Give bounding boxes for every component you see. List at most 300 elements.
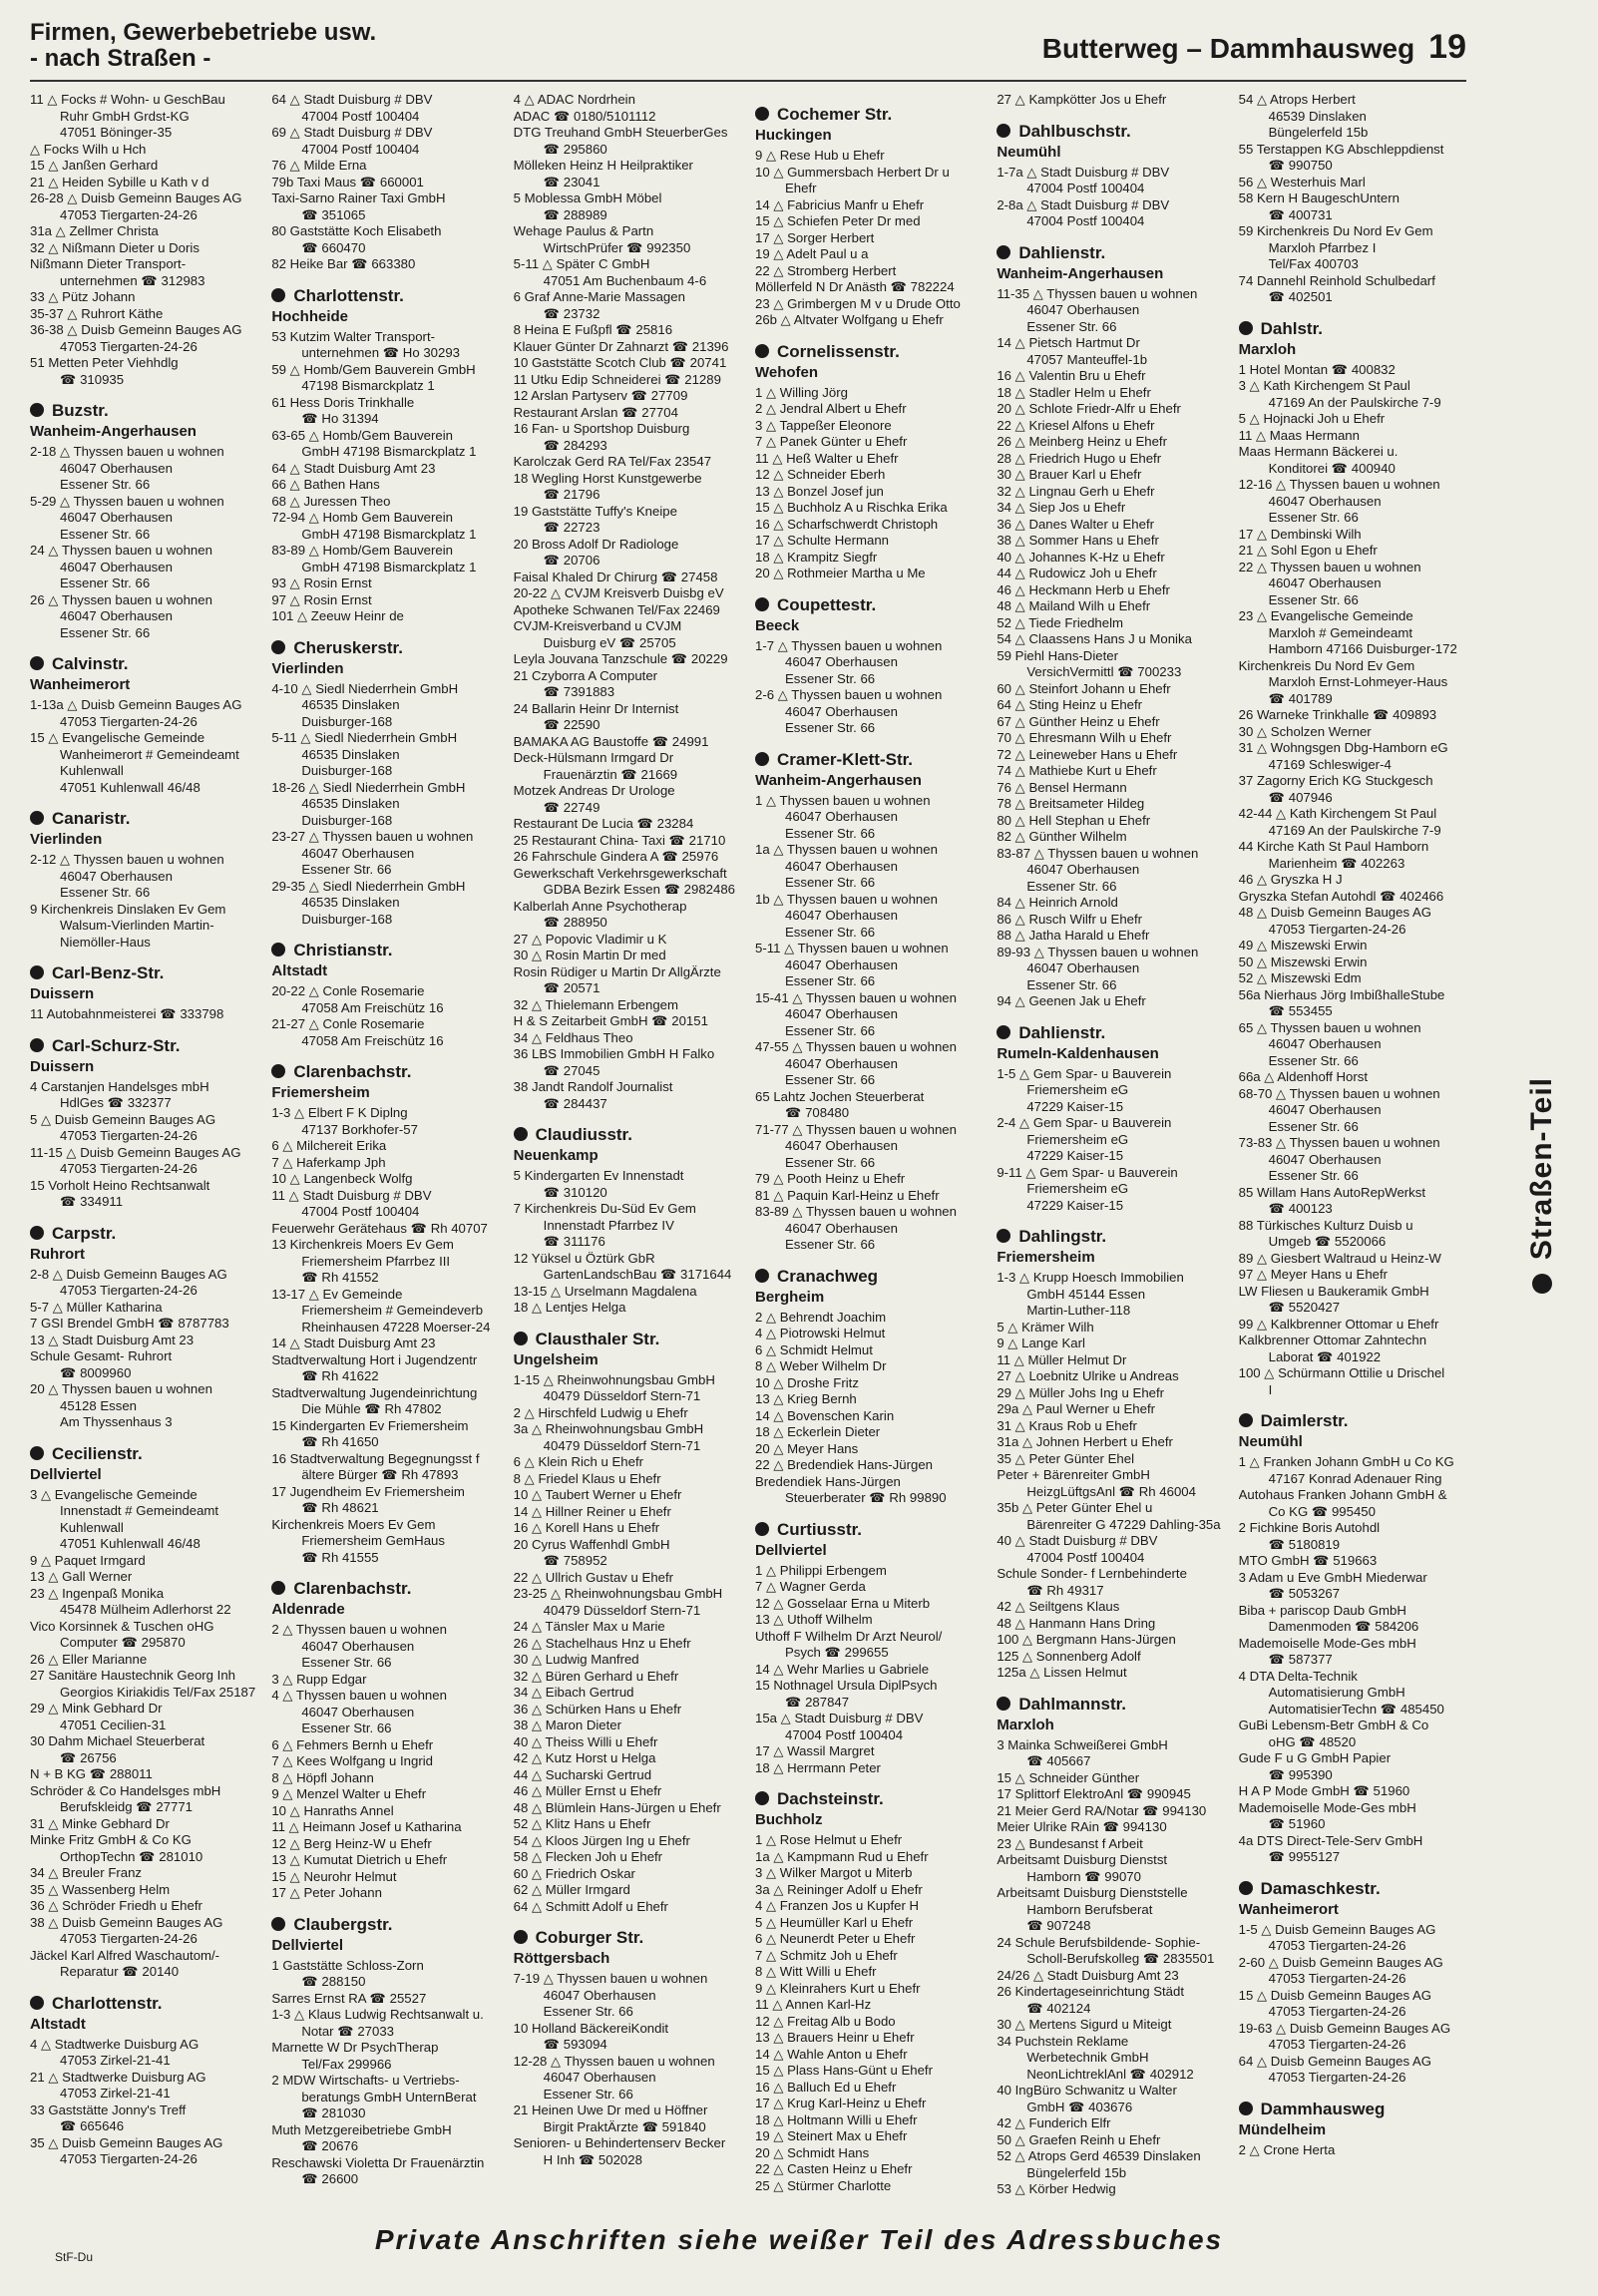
entry-continuation: Friemersheim eG [1026, 1181, 1129, 1196]
entry-continuation: Duisburger-168 [301, 911, 393, 927]
directory-entry: 48 △ Duisb Gemeinn Bauges AG [1238, 905, 1432, 920]
entry-continuation: 47053 Tiergarten-24-26 [60, 1931, 198, 1946]
entry-continuation: Konditorei ☎ 400940 [1268, 460, 1396, 476]
directory-entry: 14 △ Fabricius Manfr u Ehefr [754, 196, 925, 212]
directory-entry: 30 △ Brauer Karl u Ehefr [997, 467, 1142, 482]
entry-continuation: Steuerberater ☎ Rh 99890 [784, 1490, 947, 1505]
entry-continuation: 47053 Zirkel-21-41 [60, 2053, 171, 2068]
directory-entry: 60 △ Friedrich Oskar [513, 1865, 635, 1881]
directory-entry: 2 △ Thyssen bauen u wohnen [271, 1622, 447, 1637]
street-name: Dahlbuschstr. [1018, 121, 1131, 141]
directory-entry: 11 △ Stadt Duisburg # DBV [271, 1187, 432, 1203]
directory-entry: 12 △ Gosselaar Erna u Miterb [754, 1595, 931, 1611]
directory-columns [30, 92, 1466, 2216]
entry-continuation: ☎ 5520427 [1268, 1300, 1341, 1315]
bullet-icon [755, 752, 769, 766]
directory-entry: 17 △ Wassil Margret [754, 1743, 875, 1758]
directory-entry: 9 Kirchenkreis Dinslaken Ev Gem [30, 901, 226, 917]
entry-continuation: Die Mühle ☎ Rh 47802 [301, 1401, 442, 1416]
directory-entry: 97 △ Rosin Ernst [271, 591, 372, 607]
directory-column [271, 92, 499, 2216]
directory-entry: 19 Gaststätte Tuffy's Kneipe [513, 503, 677, 519]
directory-entry: 15 Nothnagel Ursula DiplPsych [754, 1678, 938, 1693]
directory-entry: 46 △ Gryszka H J [1238, 872, 1343, 887]
bullet-icon [755, 344, 769, 358]
directory-entry: 29 △ Müller Johs Ing u Ehefr [997, 1384, 1165, 1400]
street-name: Dahlingstr. [1018, 1227, 1107, 1246]
directory-entry: 28 △ Friedrich Hugo u Ehefr [997, 450, 1162, 466]
directory-entry: 15 △ Duisb Gemeinn Bauges AG [1238, 1987, 1432, 2003]
entry-continuation: 47137 Borkhofer-57 [301, 1121, 418, 1137]
directory-entry: 15 △ Plass Hans-Günt u Ehefr [754, 2063, 933, 2078]
directory-entry: 27 △ Loebnitz Ulrike u Andreas [997, 1368, 1179, 1383]
entry-continuation: ☎ 22590 [543, 717, 600, 732]
directory-entry: Maas Hermann Bäckerei u. [1238, 444, 1398, 459]
directory-entry: 64 △ Schmitt Adolf u Ehefr [513, 1898, 668, 1914]
entry-continuation: ☎ 593094 [543, 2037, 607, 2052]
directory-entry: 1a △ Thyssen bauen u wohnen [754, 842, 938, 857]
directory-entry: 29-35 △ Siedl Niederrhein GmbH [271, 878, 466, 894]
street-name: Buzstr. [52, 401, 109, 420]
directory-entry: 36-38 △ Duisb Gemeinn Bauges AG [30, 322, 242, 337]
street-heading [271, 285, 499, 307]
directory-entry: 7 △ Kees Wolfgang u Ingrid [271, 1753, 433, 1768]
directory-entry: 20 △ Thyssen bauen u wohnen [30, 1381, 212, 1396]
entry-continuation: Co KG ☎ 995450 [1268, 1503, 1376, 1519]
directory-entry: 101 △ Zeeuw Heinr de [271, 608, 404, 623]
street-name: Claubergstr. [293, 1914, 393, 1934]
directory-entry: 8 △ Weber Wilhelm Dr [754, 1358, 887, 1373]
street-heading [30, 653, 257, 675]
entry-continuation: 46047 Oberhausen [60, 559, 173, 574]
entry-continuation: OrthopTechn ☎ 281010 [60, 1848, 203, 1864]
entry-continuation: GartenLandschBau ☎ 3171644 [543, 1267, 732, 1282]
directory-entry: H A P Mode GmbH ☎ 51960 [1238, 1783, 1410, 1798]
directory-entry: 30 △ Mertens Sigurd u Miteigt [997, 2017, 1172, 2032]
directory-entry: 10 △ Droshe Fritz [754, 1374, 859, 1390]
directory-entry: Uthoff F Wilhelm Dr Arzt Neurol/ [754, 1628, 943, 1644]
street-name: Cranachweg [776, 1266, 879, 1286]
directory-entry: BAMAKA AG Baustoffe ☎ 24991 [513, 733, 709, 749]
district-name: Dellviertel [30, 1465, 102, 1483]
directory-entry: 19-63 △ Duisb Gemeinn Bauges AG [1238, 2020, 1451, 2036]
entry-continuation: Innenstadt Pfarrbez IV [543, 1217, 674, 1233]
directory-entry: 66a △ Aldenhoff Horst [1238, 1069, 1369, 1084]
entry-continuation: Marxloh Pfarrbez I [1268, 239, 1377, 255]
entry-continuation: 46047 Oberhausen [784, 654, 898, 669]
bullet-icon [271, 640, 285, 654]
street-heading [514, 1124, 741, 1146]
directory-entry: 35 △ Duisb Gemeinn Bauges AG [30, 2134, 223, 2150]
entry-continuation: Essener Str. 66 [784, 1072, 876, 1087]
directory-entry: 14 △ Stadt Duisburg Amt 23 [271, 1336, 436, 1350]
directory-entry: 3 △ Tappeßer Eleonore [754, 417, 892, 433]
entry-continuation: 47053 Tiergarten-24-26 [1268, 2070, 1406, 2085]
entry-continuation: 47229 Kaiser-15 [1026, 1148, 1124, 1163]
district-name: Duissern [30, 985, 95, 1002]
directory-entry: 27 △ Popovic Vladimir u K [513, 931, 667, 947]
entry-continuation: 46535 Dinslaken [301, 895, 400, 910]
directory-entry: 42 △ Kutz Horst u Helga [513, 1750, 656, 1765]
street-heading [30, 400, 257, 422]
directory-entry: 3 Mainka Schweißerei GmbH [997, 1736, 1168, 1752]
entry-continuation: 47053 Tiergarten-24-26 [1268, 2037, 1406, 2052]
footer-code: StF-Du [55, 2250, 94, 2264]
entry-continuation: Essener Str. 66 [301, 1655, 392, 1670]
directory-entry: 40 △ Stadt Duisburg # DBV [997, 1533, 1158, 1548]
street-heading [514, 1927, 741, 1949]
directory-entry: Senioren- u Behindertenserv Becker [513, 2135, 726, 2150]
directory-entry: 62 △ Müller Irmgard [513, 1882, 630, 1897]
directory-entry: 33 Gaststätte Jonny's Treff [30, 2102, 187, 2117]
directory-entry: 1b △ Thyssen bauen u wohnen [754, 891, 938, 907]
directory-entry: Marnette W Dr PsychTherap [271, 2040, 439, 2055]
entry-continuation: Martin-Luther-118 [1026, 1303, 1131, 1318]
directory-entry: 7-19 △ Thyssen bauen u wohnen [513, 1971, 708, 1986]
directory-entry: 50 △ Miszewski Erwin [1238, 954, 1368, 969]
entry-continuation: ☎ 288150 [301, 1974, 366, 1989]
district-name: Ruhrort [30, 1245, 85, 1263]
entry-continuation: 46047 Oberhausen [1026, 302, 1140, 317]
entry-continuation: 46047 Oberhausen [60, 608, 173, 623]
entry-continuation: 47053 Tiergarten-24-26 [60, 338, 198, 354]
entry-continuation: Essener Str. 66 [543, 2086, 633, 2102]
directory-entry: 7 Kirchenkreis Du-Süd Ev Gem [513, 1201, 696, 1216]
directory-entry: 56 △ Westerhuis Marl [1238, 174, 1366, 190]
entry-continuation: Niemöller-Haus [60, 934, 151, 950]
directory-entry: Gryszka Stefan Autohdl ☎ 402466 [1238, 888, 1444, 904]
entry-continuation: WirtschPrüfer ☎ 992350 [543, 239, 691, 255]
directory-entry: 100 △ Schürmann Ottilie u Drischel [1238, 1365, 1445, 1380]
district-name: Wanheimerort [1238, 1900, 1339, 1918]
entry-continuation: 46047 Oberhausen [784, 957, 898, 972]
directory-entry: 13 △ Stadt Duisburg Amt 23 [30, 1332, 195, 1347]
directory-entry: 12 △ Freitag Alb u Bodo [754, 2013, 896, 2029]
directory-entry: 52 △ Klitz Hans u Ehefr [513, 1816, 651, 1831]
entry-continuation: ☎ 665646 [60, 2118, 125, 2133]
directory-entry: 31 △ Kraus Rob u Ehefr [997, 1417, 1137, 1433]
district-name: Aldenrade [271, 1601, 345, 1618]
street-heading [271, 1578, 499, 1600]
directory-entry: 61 Hess Doris Trinkhalle [271, 394, 415, 410]
directory-entry: 59 Piehl Hans-Dieter [997, 647, 1118, 663]
entry-continuation: Duisburger-168 [301, 713, 393, 729]
street-name: Charlottenstr. [293, 285, 404, 305]
entry-continuation: ☎ 402501 [1268, 289, 1333, 304]
entry-continuation: ☎ 334911 [60, 1194, 124, 1209]
street-heading [755, 1519, 983, 1541]
entry-continuation: ☎ 8009960 [60, 1364, 132, 1380]
directory-entry: 88 △ Jatha Harald u Ehefr [997, 928, 1150, 943]
directory-entry: 80 Gaststätte Koch Elisabeth [271, 223, 442, 238]
entry-continuation: ☎ 351065 [301, 206, 366, 222]
street-heading [30, 1993, 257, 2015]
entry-continuation: Rheinhausen 47228 Moerser-24 [301, 1319, 491, 1335]
directory-entry: 22 △ Ullrich Gustav u Ehefr [513, 1569, 674, 1585]
directory-entry: 81 △ Paquin Karl-Heinz u Ehefr [754, 1187, 940, 1203]
directory-entry: Mölleken Heinz H Heilpraktiker [513, 158, 693, 173]
directory-entry: 13 △ Gall Werner [30, 1569, 133, 1584]
entry-continuation: NeonLichtreklAnl ☎ 402912 [1026, 2066, 1194, 2082]
entry-continuation: 46047 Oberhausen [301, 1704, 415, 1720]
directory-entry: 16 △ Balluch Ed u Ehefr [754, 2079, 897, 2095]
directory-entry: 18 △ Holtmann Willi u Ehefr [754, 2111, 918, 2127]
entry-continuation: Birgit PraktÄrzte ☎ 591840 [543, 2118, 706, 2134]
directory-entry: 2 △ Behrendt Joachim [754, 1309, 887, 1325]
directory-entry: 46 △ Müller Ernst u Ehefr [513, 1783, 662, 1798]
entry-continuation: Berufskleidg ☎ 27771 [60, 1799, 193, 1814]
directory-entry: 25 Restaurant China- Taxi ☎ 21710 [513, 832, 726, 848]
directory-entry: 82 △ Günther Wilhelm [997, 829, 1127, 844]
entry-continuation: Essener Str. 66 [60, 885, 151, 900]
directory-entry: 64 △ Duisb Gemeinn Bauges AG [1238, 2053, 1432, 2069]
directory-entry: 7 △ Schmitz Joh u Ehefr [754, 1947, 898, 1963]
directory-entry: 34 △ Siep Jos u Ehefr [997, 500, 1126, 515]
directory-entry: 30 Dahm Michael Steuerberat [30, 1733, 205, 1748]
district-name: Wehofen [754, 363, 819, 381]
street-name: Charlottenstr. [52, 1993, 163, 2013]
directory-entry: 26 Kindertageseinrichtung Städt [997, 1984, 1184, 1999]
entry-continuation: Damenmoden ☎ 584206 [1268, 1619, 1419, 1634]
street-name: Carl-Schurz-Str. [52, 1035, 181, 1055]
directory-entry: 53 △ Körber Hedwig [997, 2181, 1116, 2196]
directory-entry: 30 △ Ludwig Manfred [513, 1652, 639, 1667]
directory-entry: 78 △ Breitsameter Hildeg [997, 796, 1145, 811]
directory-entry: 2-6 △ Thyssen bauen u wohnen [754, 687, 943, 702]
directory-entry: 10 △ Hanraths Annel [271, 1802, 394, 1818]
bullet-icon [755, 1269, 769, 1283]
directory-entry: Schröder & Co Handelsges mbH [30, 1782, 221, 1798]
directory-entry: 5 △ Duisb Gemeinn Bauges AG [30, 1111, 216, 1127]
directory-entry: 83-89 △ Homb/Gem Bauverein [271, 543, 453, 558]
directory-entry: 70 △ Ehresmann Wilh u Ehefr [997, 730, 1172, 745]
entry-continuation: 47004 Postf 100404 [1026, 213, 1145, 228]
directory-entry: 42 △ Funderich Elfr [997, 2115, 1111, 2130]
directory-entry: 3 Adam u Eve GmbH Miederwar [1238, 1569, 1427, 1585]
directory-entry: 2-18 △ Thyssen bauen u wohnen [30, 444, 224, 459]
directory-entry: 8 Heina E Fußpfl ☎ 25816 [513, 322, 673, 337]
directory-entry: 19 △ Steinert Max u Ehefr [754, 2128, 908, 2143]
directory-entry: 24 Schule Berufsbildende- Sophie- [997, 1934, 1201, 1950]
directory-entry: 86 △ Rusch Wilfr u Ehefr [997, 911, 1143, 927]
directory-entry: Autohaus Franken Johann GmbH & [1238, 1487, 1447, 1502]
entry-continuation: Essener Str. 66 [784, 670, 876, 686]
district-name: Marxloh [1238, 340, 1297, 358]
directory-entry: MTO GmbH ☎ 519663 [1238, 1553, 1378, 1568]
district-name: Röttgersbach [513, 1950, 610, 1967]
entry-continuation: H Inh ☎ 502028 [543, 2151, 642, 2167]
directory-entry: 26 △ Stachelhaus Hnz u Ehefr [513, 1635, 691, 1651]
directory-entry: 32 △ Nißmann Dieter u Doris [30, 239, 200, 255]
directory-entry: 24 △ Thyssen bauen u wohnen [30, 543, 212, 558]
directory-entry: Stadtverwaltung Hort i Jugendzentr [271, 1351, 478, 1367]
directory-entry: 52 △ Atrops Gerd 46539 Dinslaken [997, 2148, 1201, 2163]
directory-entry: 31 △ Minke Gebhard Dr [30, 1815, 170, 1831]
district-name: Wanheim-Angerhausen [754, 771, 922, 789]
entry-continuation: 46047 Oberhausen [784, 1006, 898, 1021]
directory-entry: 79 △ Pooth Heinz u Ehefr [754, 1171, 906, 1186]
directory-entry: 21 Meier Gerd RA/Notar ☎ 994130 [997, 1802, 1207, 1818]
entry-continuation: 46539 Dinslaken [1268, 108, 1367, 124]
directory-entry: 2-12 △ Thyssen bauen u wohnen [30, 852, 224, 867]
directory-entry: 71-77 △ Thyssen bauen u wohnen [754, 1121, 957, 1137]
entry-continuation: Innenstadt # Gemeindeamt [60, 1503, 219, 1518]
directory-entry: ADAC ☎ 0180/5101112 [513, 108, 656, 124]
entry-continuation: I [1268, 1381, 1273, 1397]
directory-entry: 48 △ Mailand Wilh u Ehefr [997, 598, 1151, 613]
directory-entry: 12 Yüksel u Öztürk GbR [513, 1250, 655, 1266]
entry-continuation: Georgios Kiriakidis Tel/Fax 25187 [60, 1684, 256, 1700]
directory-entry: 2 △ Crone Herta [1238, 2141, 1336, 2157]
directory-entry: 17 Jugendheim Ev Friemersheim [271, 1483, 465, 1499]
directory-entry: 14 △ Hillner Reiner u Ehefr [513, 1503, 671, 1519]
directory-column [30, 92, 257, 2216]
directory-entry: 46 △ Heckmann Herb u Ehefr [997, 581, 1170, 597]
directory-entry: 67 △ Günther Heinz u Ehefr [997, 713, 1160, 729]
directory-entry: 15 △ Neurohr Helmut [271, 1868, 397, 1884]
directory-entry: Kalberlah Anne Psychotherap [513, 898, 687, 914]
district-name: Buchholz [754, 1811, 823, 1828]
entry-continuation: Wanheimerort # Gemeindeamt [60, 746, 239, 762]
entry-continuation: ☎ Ho 31394 [301, 411, 379, 426]
directory-entry: 4 △ Stadtwerke Duisburg AG [30, 2036, 200, 2052]
entry-continuation: 47169 An der Paulskirche 7-9 [1268, 394, 1441, 410]
directory-entry: 25 △ Stürmer Charlotte [754, 2177, 892, 2193]
directory-entry: 6 △ Klein Rich u Ehefr [513, 1454, 644, 1469]
district-name: Altstadt [271, 962, 328, 979]
entry-continuation: ☎ 400123 [1268, 1201, 1333, 1216]
directory-entry: 20 Cyrus Waffenhdl GmbH [513, 1536, 670, 1552]
entry-continuation: 46535 Dinslaken [301, 697, 400, 712]
bullet-icon [30, 1226, 44, 1240]
directory-column [1239, 92, 1466, 2216]
street-range: Butterweg – Dammhausweg [1041, 33, 1415, 64]
directory-entry: 9-11 △ Gem Spar- u Bauverein [997, 1164, 1178, 1180]
entry-continuation: 47053 Tiergarten-24-26 [1268, 1938, 1406, 1953]
directory-entry: Karolczak Gerd RA Tel/Fax 23547 [513, 454, 712, 469]
district-name: Marxloh [997, 1716, 1054, 1733]
directory-entry: 1-5 △ Gem Spar- u Bauverein [997, 1065, 1172, 1081]
entry-continuation: Ehefr [784, 181, 817, 195]
bullet-icon [271, 288, 285, 302]
entry-continuation: GmbH ☎ 403676 [1026, 2099, 1133, 2114]
directory-entry: 100 △ Bergmann Hans-Jürgen [997, 1632, 1176, 1647]
directory-entry: 1-15 △ Rheinwohnungsbau GmbH [513, 1371, 715, 1387]
entry-continuation: 46535 Dinslaken [301, 746, 400, 762]
directory-entry: 5-11 △ Siedl Niederrhein GmbH [271, 730, 458, 745]
directory-entry: 64 △ Sting Heinz u Ehefr [997, 697, 1143, 712]
directory-entry: 89 △ Giesbert Waltraud u Heinz-W [1238, 1250, 1441, 1266]
directory-entry: 8 △ Witt Willi u Ehefr [754, 1964, 877, 1979]
bullet-icon [30, 1446, 44, 1460]
directory-entry: Sarres Ernst RA ☎ 25527 [271, 1990, 427, 2006]
directory-entry: 24 Ballarin Heinr Dr Internist [513, 700, 679, 716]
directory-entry: 22 △ Thyssen bauen u wohnen [1238, 559, 1421, 574]
entry-continuation: HdlGes ☎ 332377 [60, 1095, 172, 1110]
entry-continuation: ☎ 22749 [543, 799, 600, 815]
bullet-icon [30, 1996, 44, 2010]
entry-continuation: unternehmen ☎ 312983 [60, 272, 205, 288]
directory-entry: 125a △ Lissen Helmut [997, 1665, 1127, 1680]
directory-entry: 8 △ Höpfl Johann [271, 1769, 374, 1785]
directory-entry: 11 △ Maas Hermann [1238, 427, 1360, 443]
entry-continuation: ☎ Rh 41650 [301, 1434, 379, 1449]
entry-continuation: 46047 Oberhausen [1268, 1151, 1382, 1167]
entry-continuation: ☎ 20706 [543, 553, 600, 568]
street-heading [755, 1266, 983, 1288]
directory-entry: 9 △ Paquet Irmgard [30, 1552, 146, 1568]
directory-entry: 59 △ Homb/Gem Bauverein GmbH [271, 361, 476, 377]
directory-entry: 11 Autobahnmeisterei ☎ 333798 [30, 1006, 224, 1021]
street-heading [755, 1788, 983, 1810]
directory-entry: 1 △ Willing Jörg [754, 384, 848, 400]
directory-entry: 24 △ Tänsler Max u Marie [513, 1619, 665, 1634]
directory-entry: 63-65 △ Homb/Gem Bauverein [271, 427, 453, 443]
street-heading [1239, 1878, 1466, 1900]
entry-continuation: 47053 Tiergarten-24-26 [60, 206, 198, 222]
directory-entry: 5 △ Heumüller Karl u Ehefr [754, 1914, 914, 1930]
directory-entry: 5 Kindergarten Ev Innenstadt [513, 1168, 684, 1183]
entry-continuation: ☎ 995390 [1268, 1766, 1333, 1782]
entry-continuation: Computer ☎ 295870 [60, 1635, 186, 1650]
directory-entry: 7 GSI Brendel GmbH ☎ 8787783 [30, 1316, 229, 1331]
entry-continuation: ☎ 400731 [1268, 206, 1333, 222]
directory-entry: 4 Carstanjen Handelsges mbH [30, 1078, 209, 1094]
directory-entry: 53 Kutzim Walter Transport- [271, 328, 435, 344]
street-heading [514, 1329, 741, 1350]
entry-continuation: GmbH 47198 Bismarckplatz 1 [301, 559, 477, 574]
street-name: Carl-Benz-Str. [52, 963, 165, 982]
entry-continuation: ☎ 990750 [1268, 158, 1333, 173]
directory-entry: Deck-Hülsmann Irmgard Dr [513, 750, 674, 765]
district-name: Neuenkamp [513, 1147, 599, 1164]
entry-continuation: Friemersheim GemHaus [301, 1533, 445, 1548]
directory-entry: Motzek Andreas Dr Urologe [513, 783, 675, 798]
directory-entry: H & S Zeitarbeit GmbH ☎ 20151 [513, 1013, 708, 1028]
entry-continuation: Hamborn ☎ 99070 [1026, 1868, 1141, 1884]
section-title-line1: Firmen, Gewerbebetriebe usw. [30, 19, 377, 46]
street-heading [755, 749, 983, 771]
directory-entry: 4 △ Piotrowski Helmut [754, 1326, 886, 1340]
bullet-icon [755, 1522, 769, 1536]
directory-entry: 79b Taxi Maus ☎ 660001 [271, 174, 424, 190]
entry-continuation: Essener Str. 66 [784, 720, 876, 735]
entry-continuation: ☎ Rh 41555 [301, 1549, 379, 1565]
directory-entry: 16 Stadtverwaltung Begegnungsst f [271, 1450, 480, 1466]
entry-continuation: GmbH 45144 Essen [1026, 1286, 1146, 1302]
directory-entry: Klauer Günter Dr Zahnarzt ☎ 21396 [513, 338, 729, 354]
directory-entry: 15 △ Schiefen Peter Dr med [754, 213, 921, 228]
directory-entry: 30 △ Rosin Martin Dr med [513, 948, 666, 962]
directory-entry: 5-11 △ Thyssen bauen u wohnen [754, 941, 949, 956]
bullet-icon [271, 1581, 285, 1595]
directory-entry: 44 Kirche Kath St Paul Hamborn [1238, 839, 1429, 854]
directory-entry: 1-7 △ Thyssen bauen u wohnen [754, 637, 943, 653]
district-name: Vierlinden [30, 831, 103, 848]
directory-entry: 4-10 △ Siedl Niederrhein GmbH [271, 680, 459, 696]
directory-entry: 30 △ Scholzen Werner [1238, 723, 1372, 739]
entry-continuation: ☎ 284437 [543, 1095, 607, 1111]
entry-continuation: ☎ 310935 [60, 371, 125, 387]
directory-entry: 26b △ Altvater Wolfgang u Ehefr [754, 312, 944, 327]
bullet-icon [514, 1127, 528, 1141]
entry-continuation: 46047 Oberhausen [60, 460, 173, 476]
entry-continuation: Duisburg eV ☎ 25705 [543, 634, 676, 650]
entry-continuation: Essener Str. 66 [543, 2004, 633, 2019]
entry-continuation: ☎ 407946 [1268, 789, 1333, 805]
entry-continuation: Essener Str. 66 [1026, 878, 1117, 894]
entry-continuation: Essener Str. 66 [1268, 1118, 1359, 1134]
